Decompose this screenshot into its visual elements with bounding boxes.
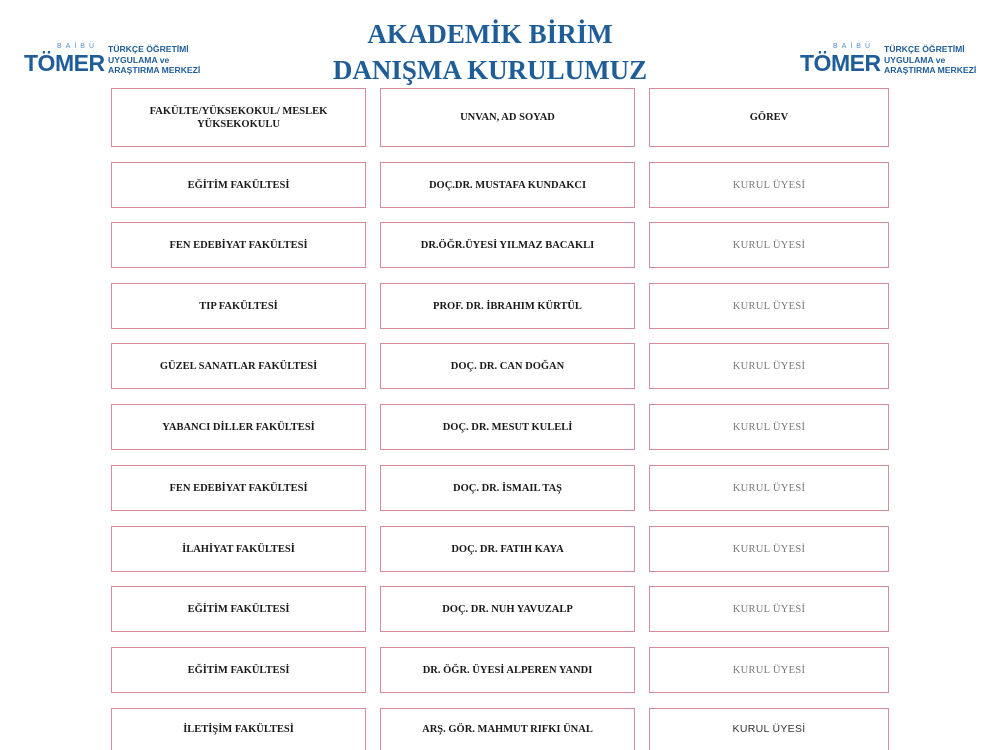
logo-line-2: UYGULAMA ve: [108, 54, 170, 65]
row-unit: TIP FAKÜLTESİ: [111, 283, 366, 329]
row-unit: FEN EDEBİYAT FAKÜLTESİ: [111, 222, 366, 268]
logo-word: TÖMER: [800, 49, 881, 76]
row-role: KURUL ÜYESİ: [649, 283, 889, 329]
row-name: DOÇ. DR. İSMAIL TAŞ: [380, 465, 635, 511]
row-role: KURUL ÜYESİ: [649, 162, 889, 208]
logo-line-1: TÜRKÇE ÖĞRETİMİ: [108, 44, 189, 54]
row-role: KURUL ÜYESİ: [649, 404, 889, 450]
logo-line-3: ARAŞTIRMA MERKEZİ: [108, 65, 201, 75]
header-cell-name: UNVAN, AD SOYAD: [380, 88, 635, 147]
row-unit: YABANCI DİLLER FAKÜLTESİ: [111, 404, 366, 450]
logo-line-2: UYGULAMA ve: [884, 54, 946, 65]
row-role: KURUL ÜYESİ: [649, 465, 889, 511]
page-title: [0, 16, 980, 88]
page-title-line-1: AKADEMİK BİRİM: [367, 19, 613, 49]
row-unit: EĞİTİM FAKÜLTESİ: [111, 586, 366, 632]
row-role: KURUL ÜYESİ: [649, 586, 889, 632]
header-cell-role: GÖREV: [649, 88, 889, 147]
row-unit: GÜZEL SANATLAR FAKÜLTESİ: [111, 343, 366, 389]
logo-word: TÖMER: [24, 49, 105, 76]
page-title-line-2: DANIŞMA KURULUMUZ: [332, 55, 648, 85]
row-role: KURUL ÜYESİ: [649, 526, 889, 572]
logo-line-3: ARAŞTIRMA MERKEZİ: [884, 65, 977, 75]
row-name: DOÇ. DR. CAN DOĞAN: [380, 343, 635, 389]
logo-line-1: TÜRKÇE ÖĞRETİMİ: [884, 44, 965, 54]
row-role: KURUL ÜYESİ: [649, 708, 889, 750]
row-role: KURUL ÜYESİ: [649, 647, 889, 693]
logo-small-text: BAİBÜ: [833, 42, 875, 50]
row-name: DOÇ. DR. FATIH KAYA: [380, 526, 635, 572]
row-unit: FEN EDEBİYAT FAKÜLTESİ: [111, 465, 366, 511]
row-role: KURUL ÜYESİ: [649, 222, 889, 268]
row-name: DOÇ.DR. MUSTAFA KUNDAKCI: [380, 162, 635, 208]
row-name: PROF. DR. İBRAHIM KÜRTÜL: [380, 283, 635, 329]
row-name: DR. ÖĞR. ÜYESİ ALPEREN YANDI: [380, 647, 635, 693]
row-name: DOÇ. DR. NUH YAVUZALP: [380, 586, 635, 632]
row-unit: EĞİTİM FAKÜLTESİ: [111, 647, 366, 693]
row-role: KURUL ÜYESİ: [649, 343, 889, 389]
row-unit: EĞİTİM FAKÜLTESİ: [111, 162, 366, 208]
row-unit: İLAHİYAT FAKÜLTESİ: [111, 526, 366, 572]
row-name: ARŞ. GÖR. MAHMUT RIFKI ÜNAL: [380, 708, 635, 750]
row-name: DR.ÖĞR.ÜYESİ YILMAZ BACAKLI: [380, 222, 635, 268]
row-name: DOÇ. DR. MESUT KULELİ: [380, 404, 635, 450]
header-cell-unit: FAKÜLTE/YÜKSEKOKUL/ MESLEK YÜKSEKOKULU: [111, 88, 366, 147]
logo-small-text: BAİBÜ: [57, 42, 99, 50]
row-unit: İLETİŞİM FAKÜLTESİ: [111, 708, 366, 750]
